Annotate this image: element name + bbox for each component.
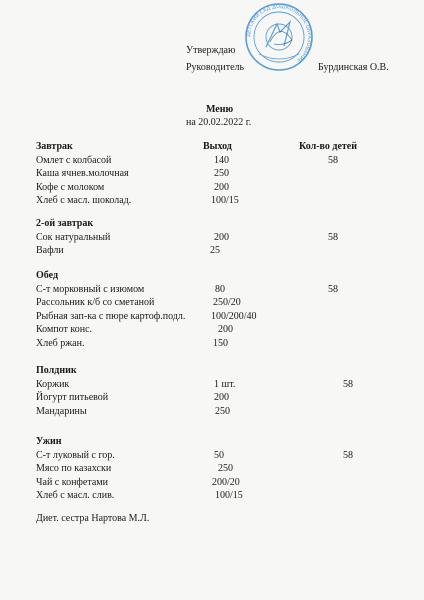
menu-item-children: 58 [328,283,338,295]
doc-date: на 20.02.2022 г. [186,117,252,128]
menu-item-children: 58 [328,231,338,243]
menu-item-output: 150 [213,338,228,349]
menu-item-output: 100/15 [215,490,243,502]
menu-item-output: 50 [214,449,224,461]
menu-item: Каша ячнев.молочная [36,168,129,180]
column-header-children: Кол-во детей [299,141,358,152]
menu-item: Рыбная зап-ка с пюре картоф.подл. [36,310,186,322]
approver-name: Бурдинская О.В. [318,62,389,73]
menu-item-children: 58 [328,154,338,166]
menu-item-output: 200/20 [212,476,240,488]
menu-item: Чай с конфетами [36,476,108,488]
menu-item-children: 58 [343,378,353,390]
menu-item-output: 250 [214,168,229,180]
dietitian-signature: Диет. сестра Нартова М.Л. [36,513,150,524]
menu-item-output: 80 [215,283,225,295]
menu-item: С-т луковый с гор. [36,449,115,461]
official-stamp-icon [244,2,314,72]
menu-item-output: 250 [218,463,233,475]
menu-item: Кофе с молоком [36,181,105,193]
menu-item-output: 25 [210,245,220,257]
menu-item-output: 250/20 [213,297,241,309]
approver-position: Руководитель [186,62,245,73]
section-title: Обед [36,270,59,281]
section-title: Завтрак [36,141,73,152]
section-title: Полдник [36,365,77,376]
menu-item-output: 140 [214,154,229,166]
menu-item: Компот конс. [36,324,93,336]
menu-item-output: 250 [215,405,230,417]
menu-item: С-т морковный с изюмом [36,283,145,295]
menu-item-output: 200 [214,231,229,243]
menu-item-output: 1 шт. [214,378,236,390]
menu-item-output: 200 [214,392,229,404]
menu-item-output: 100/200/40 [211,310,257,322]
menu-item: Йогурт питьевой [36,392,109,404]
menu-item-output: 200 [214,181,229,193]
menu-item: Хлеб с масл. слив. [36,490,115,502]
menu-item: Мандарины [36,405,87,417]
column-header-output: Выход [203,141,232,152]
menu-item: Сок натуральный [36,231,111,243]
doc-title: Меню [206,104,234,115]
approve-word: Утверждаю [186,45,236,56]
menu-item: Омлет с колбасой [36,154,112,166]
stamp-text: ДЕТСКИЙ САД ДОШКОЛЬНОЕ ОБРАЗОВАНИЕ [245,3,313,64]
menu-item-output: 100/15 [211,195,239,207]
menu-item: Мясо по казахски [36,463,112,475]
section-title: 2-ой завтрак [36,218,94,229]
menu-item-output: 200 [218,324,233,336]
menu-item: Коржик [36,378,70,390]
menu-item-children: 58 [343,449,353,461]
menu-item: Хлеб ржан. [36,338,85,349]
menu-item: Вафли [36,245,64,257]
menu-item: Рассольник к/б со сметаной [36,297,155,309]
menu-item: Хлеб с масл. шоколад. [36,195,132,207]
section-title: Ужин [36,436,62,447]
signature-icon [270,31,292,44]
